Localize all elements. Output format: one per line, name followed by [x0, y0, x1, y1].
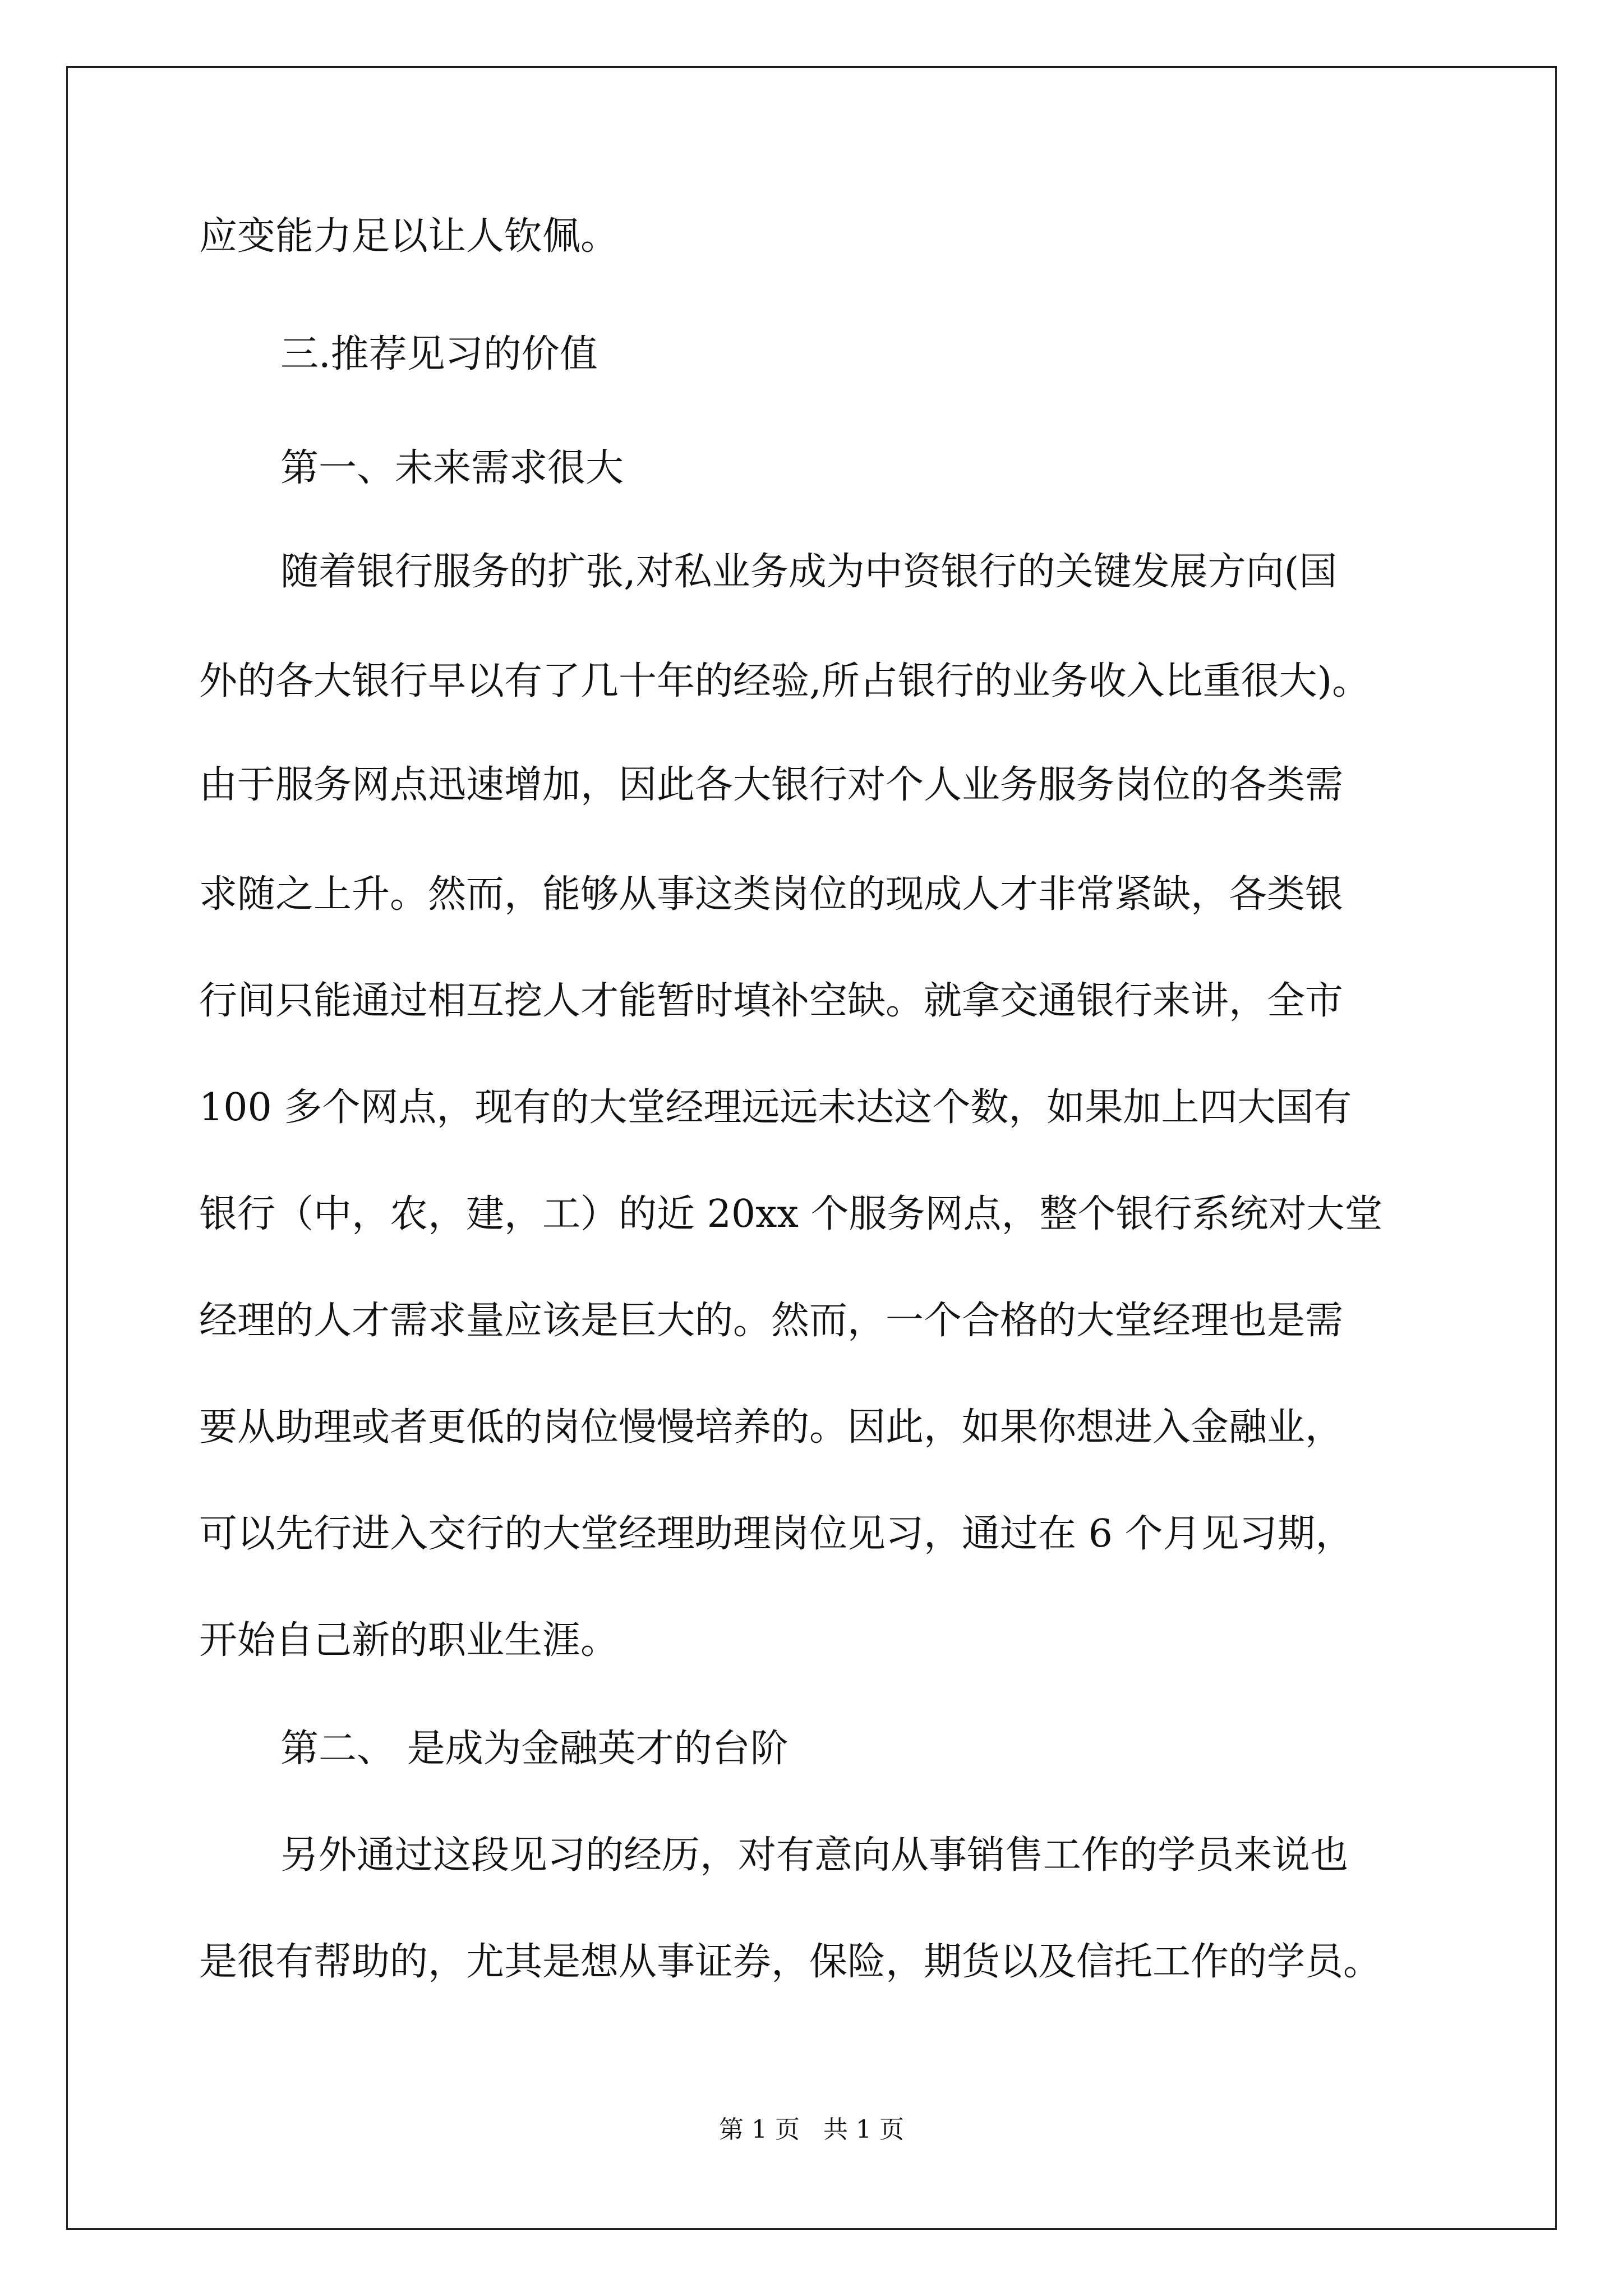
section-heading: 三.推荐见习的价值	[280, 332, 598, 376]
paragraph-line: 由于服务网点迅速增加，因此各大银行对个人业务服务岗位的各类需	[199, 763, 1344, 807]
paragraph-line: 行间只能通过相互挖人才能暂时填补空缺。就拿交通银行来讲，全市	[199, 979, 1344, 1023]
paragraph-line: 100 多个网点，现有的大堂经理远远未达这个数，如果加上四大国有	[199, 1085, 1352, 1130]
paragraph-line: 随着银行服务的扩张,对私业务成为中资银行的关键发展方向(国	[280, 550, 1338, 594]
paragraph-line: 银行（中，农，建，工）的近 20xx 个服务网点，整个银行系统对大堂	[199, 1192, 1383, 1236]
paragraph-line: 经理的人才需求量应该是巨大的。然而，一个合格的大堂经理也是需	[199, 1299, 1344, 1343]
paragraph-line: 可以先行进入交行的大堂经理助理岗位见习，通过在 6 个月见习期，	[199, 1512, 1354, 1556]
paragraph-line: 求随之上升。然而，能够从事这类岗位的现成人才非常紧缺，各类银	[199, 872, 1344, 917]
page-number-footer: 第 1 页 共 1 页	[719, 2115, 904, 2144]
subsection-heading: 第二、 是成为金融英才的台阶	[280, 1727, 789, 1771]
subsection-heading: 第一、未来需求很大	[280, 446, 624, 490]
page-frame	[66, 66, 1557, 2230]
paragraph-line: 开始自己新的职业生涯。	[199, 1618, 619, 1663]
paragraph-line: 应变能力足以让人钦佩。	[199, 214, 619, 259]
paragraph-line: 外的各大银行早以有了几十年的经验,所占银行的业务收入比重很大)。	[199, 659, 1371, 703]
paragraph-line: 是很有帮助的，尤其是想从事证券，保险，期货以及信托工作的学员。	[199, 1940, 1382, 1984]
paragraph-line: 要从助理或者更低的岗位慢慢培养的。因此，如果你想进入金融业，	[199, 1405, 1344, 1450]
paragraph-line: 另外通过这段见习的经历，对有意向从事销售工作的学员来说也	[280, 1833, 1349, 1878]
